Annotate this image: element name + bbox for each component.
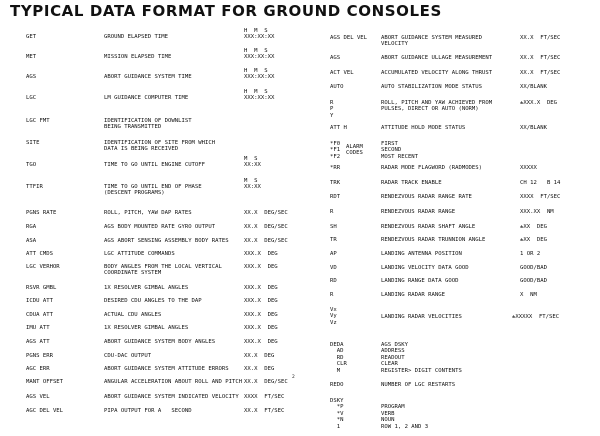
- row-code: RDT: [330, 194, 341, 200]
- row-unit: XX.X FT/SEC: [244, 408, 285, 414]
- row-description: AGS DSKY ADDRESS READOUT CLEAR REGISTER> DIGIT CONTENTS: [381, 342, 462, 374]
- row-description: BODY ANGLES FROM THE LOCAL VERTICAL COORDINATE SYSTEM: [104, 264, 222, 277]
- row-unit: GOOD/BAD: [520, 265, 547, 271]
- row-unit: M S XX:XX: [244, 178, 261, 191]
- row-unit: XX.X DEG/SEC: [244, 379, 288, 385]
- row-code: AGS: [330, 55, 341, 61]
- row-code: R P Y: [330, 100, 334, 119]
- unit-superscript: 2: [292, 375, 295, 380]
- row-description: LANDING RANGE DATA GOOD: [381, 278, 459, 284]
- row-description: AUTO STABILIZATION MODE STATUS: [381, 84, 483, 90]
- row-description: LANDING RADAR RANGE: [381, 292, 445, 298]
- row-code: RGA: [26, 224, 37, 230]
- row-code: GET: [26, 34, 37, 40]
- row-unit: XXX.X DEG: [244, 312, 278, 318]
- row-unit: XXXXX: [520, 165, 537, 171]
- row-unit: GOOD/BAD: [520, 278, 547, 284]
- row-code: ICDU ATT: [26, 298, 53, 304]
- row-unit: H M S XXX:XX:XX: [244, 48, 275, 61]
- row-description: PROGRAM VERB NOUN ROW 1, 2 AND 3: [381, 404, 429, 430]
- row-unit: XX.X DEG: [244, 366, 275, 372]
- row-unit: H M S XXX:XX:XX: [244, 68, 275, 81]
- row-unit: CH 12 B 14: [520, 180, 561, 186]
- row-description: RENDEZVOUS RADAR TRUNNION ANGLE: [381, 237, 486, 243]
- row-unit: ±XXX.X DEG: [520, 100, 558, 106]
- row-description: ACTUAL CDU ANGLES: [104, 312, 162, 318]
- row-description: MISSION ELAPSED TIME: [104, 54, 172, 60]
- row-code: ATT CMDS: [26, 251, 53, 257]
- row-description: ABORT GUIDANCE SYSTEM BODY ANGLES: [104, 339, 216, 345]
- row-unit: XX.X FT/SEC: [520, 35, 561, 41]
- row-description: DESIRED CDU ANGLES TO THE DAP: [104, 298, 202, 304]
- row-code: AUTO: [330, 84, 344, 90]
- row-code: R: [330, 209, 334, 215]
- row-description: LGC ATTITUDE COMMANDS: [104, 251, 175, 257]
- row-code: RD: [330, 278, 337, 284]
- row-code: AGS DEL VEL: [330, 35, 368, 41]
- row-code: VD: [330, 265, 337, 271]
- lr-velocity-codes: Vx Vy Vz: [330, 307, 337, 326]
- row-unit: XX.X DEG/SEC: [244, 224, 288, 230]
- row-description: IDENTIFICATION OF DOWNLIST BEING TRANSMITTED: [104, 118, 192, 131]
- row-description: RADAR TRACK ENABLE: [381, 180, 442, 186]
- row-code: ATT H: [330, 125, 347, 131]
- row-description: ANGULAR ACCELERATION ABOUT ROLL AND PITCH: [104, 379, 243, 385]
- row-unit: XX.X DEG: [244, 353, 275, 359]
- row-unit: XXX.X DEG: [244, 339, 278, 345]
- row-unit: ±XX DEG: [520, 224, 547, 230]
- row-code: TR: [330, 237, 337, 243]
- row-unit: H M S XXX:XX:XX: [244, 28, 275, 41]
- row-description: PIPA OUTPUT FOR A SECOND: [104, 408, 192, 414]
- row-description: ATTITUDE HOLD MODE STATUS: [381, 125, 466, 131]
- row-description: CDU-DAC OUTPUT: [104, 353, 152, 359]
- row-description: ROLL, PITCH AND YAW ACHIEVED FROM PULSES, DIRECT OR AUTO (NORM): [381, 100, 493, 113]
- row-unit: XX.X DEG/SEC: [244, 210, 288, 216]
- row-code: AGS ATT: [26, 339, 50, 345]
- row-description: RADAR MODE FLAGWORD (RADMODES): [381, 165, 483, 171]
- row-code: LGC VERHOR: [26, 264, 60, 270]
- row-code: IMU ATT: [26, 325, 50, 331]
- row-unit: XXX.X DEG: [244, 325, 278, 331]
- row-unit: XX.X FT/SEC: [520, 55, 561, 61]
- row-code: TRK: [330, 180, 341, 186]
- alarm-codes-label: ALARM CODES: [346, 144, 363, 157]
- row-description: 1X RESOLVER GIMBAL ANGLES: [104, 285, 189, 291]
- row-code: DSKY *P *V *N 1: [330, 398, 344, 430]
- row-description: RENDEZVOUS RADAR RANGE RATE: [381, 194, 472, 200]
- row-description: RENDEZVOUS RADAR SHAFT ANGLE: [381, 224, 476, 230]
- page-title: TYPICAL DATA FORMAT FOR GROUND CONSOLES: [10, 2, 442, 20]
- row-code: REDO: [330, 382, 344, 388]
- row-unit: ±XX DEG: [520, 237, 547, 243]
- row-description: ABORT GUIDANCE SYSTEM TIME: [104, 74, 192, 80]
- row-code: LGC FMT: [26, 118, 50, 124]
- row-code: MET: [26, 54, 37, 60]
- row-unit: H M S XXX:XX:XX: [244, 89, 275, 102]
- row-code: TGO: [26, 162, 37, 168]
- row-description: ABORT GUIDANCE SYSTEM ATTITUDE ERRORS: [104, 366, 229, 372]
- row-description: IDENTIFICATION OF SITE FROM WHICH DATA IS BEING RECEIVED: [104, 140, 216, 153]
- row-unit: XX/BLANK: [520, 84, 547, 90]
- row-description: GROUND ELAPSED TIME: [104, 34, 168, 40]
- row-code: CDUA ATT: [26, 312, 53, 318]
- row-description: RENDEZVOUS RADAR RANGE: [381, 209, 456, 215]
- row-description: ABORT GUIDANCE SYSTEM INDICATED VELOCITY: [104, 394, 239, 400]
- row-code: PGNS ERR: [26, 353, 53, 359]
- row-code: *RR: [330, 165, 341, 171]
- row-code: AGC ERR: [26, 366, 50, 372]
- row-unit: XXX.X DEG: [244, 298, 278, 304]
- row-code: MANT OFFSET: [26, 379, 64, 385]
- row-description: LANDING RADAR VELOCITIES: [381, 314, 462, 320]
- row-code: SH: [330, 224, 337, 230]
- row-unit: XX.X FT/SEC: [520, 70, 561, 76]
- row-description: 1X RESOLVER GIMBAL ANGLES: [104, 325, 189, 331]
- row-description: LM GUIDANCE COMPUTER TIME: [104, 95, 189, 101]
- row-code: PGNS RATE: [26, 210, 57, 216]
- row-unit: XXXX FT/SEC: [520, 194, 561, 200]
- row-code: DEDA AD RD CLR M: [330, 342, 347, 374]
- row-unit: XX/BLANK: [520, 125, 547, 131]
- row-unit: XXX.X DEG: [244, 285, 278, 291]
- row-description: ABORT GUIDANCE SYSTEM MEASURED VELOCITY: [381, 35, 483, 48]
- row-description: TIME TO GO UNTIL END OF PHASE (DESCENT PROGRAMS): [104, 184, 202, 197]
- row-code: TTFIR: [26, 184, 43, 190]
- row-unit: XXX.XX NM: [520, 209, 554, 215]
- row-description: ROLL, PITCH, YAW DAP RATES: [104, 210, 192, 216]
- row-code: AGC DEL VEL: [26, 408, 64, 414]
- row-unit: ±XXXXX FT/SEC: [512, 314, 560, 320]
- row-unit: XXX.X DEG: [244, 264, 278, 270]
- row-code: SITE: [26, 140, 40, 146]
- row-description: TIME TO GO UNTIL ENGINE CUTOFF: [104, 162, 206, 168]
- row-unit: XXXX FT/SEC: [244, 394, 285, 400]
- row-unit: XXX.X DEG: [244, 251, 278, 257]
- row-code: ASA: [26, 238, 37, 244]
- row-unit: X NM: [520, 292, 537, 298]
- row-description: ABORT GUIDANCE ULLAGE MEASUREMENT: [381, 55, 493, 61]
- row-code: *F0 *F1 *F2: [330, 141, 341, 160]
- row-code: RSVR GMBL: [26, 285, 57, 291]
- row-description: FIRST SECOND MOST RECENT: [381, 141, 419, 160]
- row-code: AP: [330, 251, 337, 257]
- row-code: R: [330, 292, 334, 298]
- row-code: AGS: [26, 74, 37, 80]
- row-description: AGS BODY MOUNTED RATE GYRO OUTPUT: [104, 224, 216, 230]
- row-description: NUMBER OF LGC RESTARTS: [381, 382, 456, 388]
- row-unit: 1 OR 2: [520, 251, 541, 257]
- row-description: LANDING ANTENNA POSITION: [381, 251, 462, 257]
- row-unit: XX.X DEG/SEC: [244, 238, 288, 244]
- row-description: ACCUMULATED VELOCITY ALONG THRUST: [381, 70, 493, 76]
- row-code: AGS VEL: [26, 394, 50, 400]
- row-code: LGC: [26, 95, 37, 101]
- row-description: LANDING VELOCITY DATA GOOD: [381, 265, 469, 271]
- row-unit: M S XX:XX: [244, 156, 261, 169]
- row-description: AGS ABORT SENSING ASSEMBLY BODY RATES: [104, 238, 229, 244]
- row-code: ACT VEL: [330, 70, 354, 76]
